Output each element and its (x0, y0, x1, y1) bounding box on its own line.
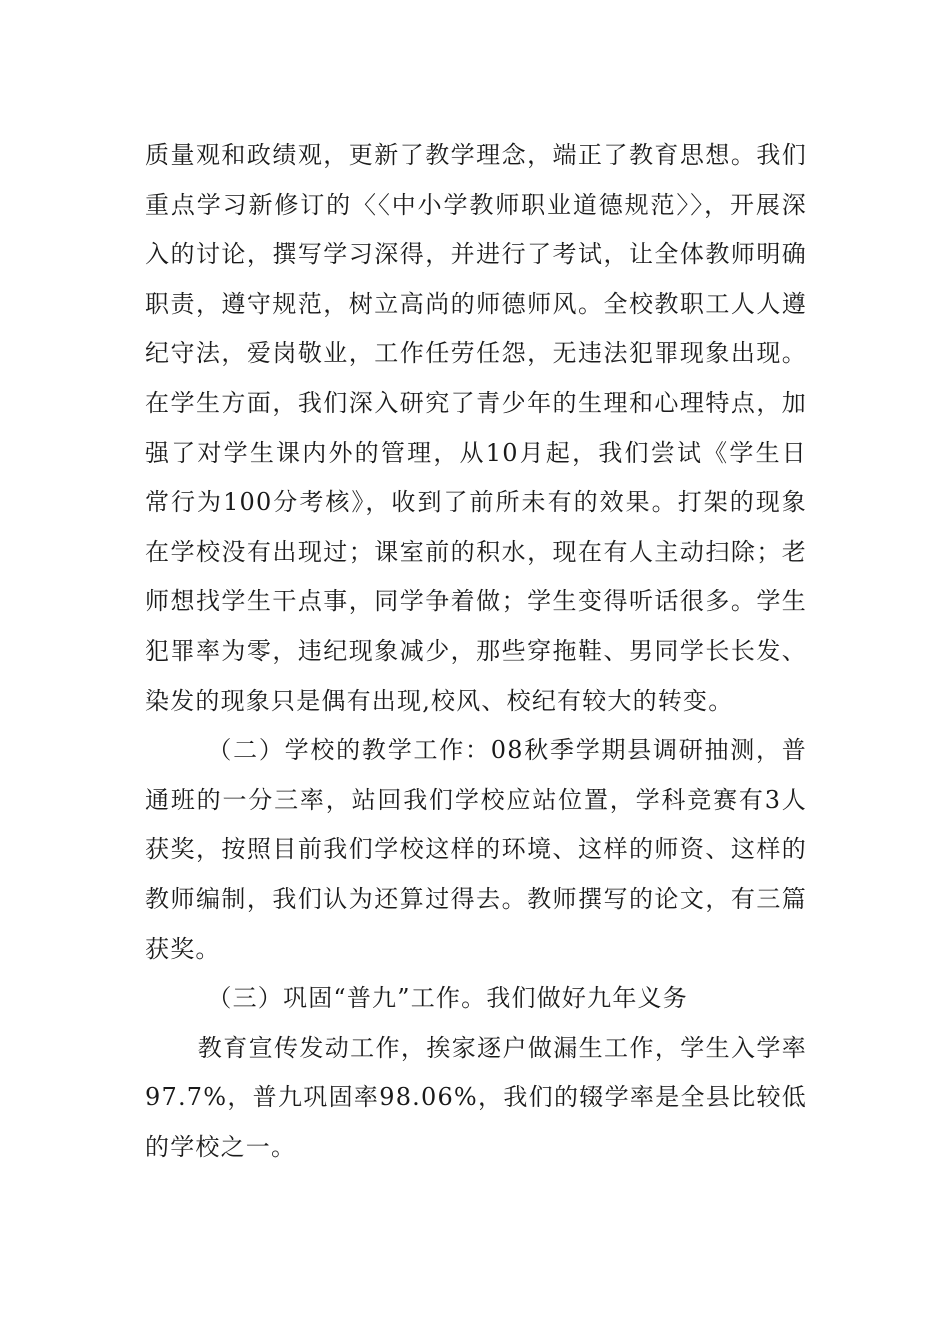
paragraph-moral-education: 质量观和政绩观，更新了教学理念，端正了教育思想。我们重点学习新修订的〈〈中小学教师职业道德规范〉〉，开展深入的讨论，撰写学习深得，并进行了考试，让全体教师明确职责，遵守规范，树立高尚的师德师风。全校教职工人人遵纪守法，爱岗敬业，工作任劳任怨，无违法犯罪现象出现。在学生方面，我们深入研究了青少年的生理和心理特点，加强了对学生课内外的管理，从10月起，我们尝试《学生日常行为100分考核》，收到了前所未有的效果。打架的现象在学校没有出现过；课室前的积水，现在有人主动扫除；老师想找学生干点事，同学争着做；学生变得听话很多。学生犯罪率为零，违纪现象减少，那些穿拖鞋、男同学长长发、染发的现象只是偶有出现,校风、校纪有较大的转变。 (145, 141, 807, 715)
paragraph-enrollment-rates: 教育宣传发动工作，挨家逐户做漏生工作，学生入学率97.7%，普九巩固率98.06%，我们的辍学率是全县比较低的学校之一。 (145, 1033, 807, 1161)
paragraph-teaching-work: （二）学校的教学工作：08秋季学期县调研抽测，普通班的一分三率，站回我们学校应站位置，学科竞赛有3人获奖，按照目前我们学校这样的环境、这样的师资、这样的教师编制，我们认为还算过得去。教师撰写的论文，有三篇获奖。 (145, 736, 807, 963)
paragraph-compulsory-education-heading: （三）巩固“普九”工作。我们做好九年义务 (207, 984, 688, 1013)
document-body (145, 131, 807, 1172)
